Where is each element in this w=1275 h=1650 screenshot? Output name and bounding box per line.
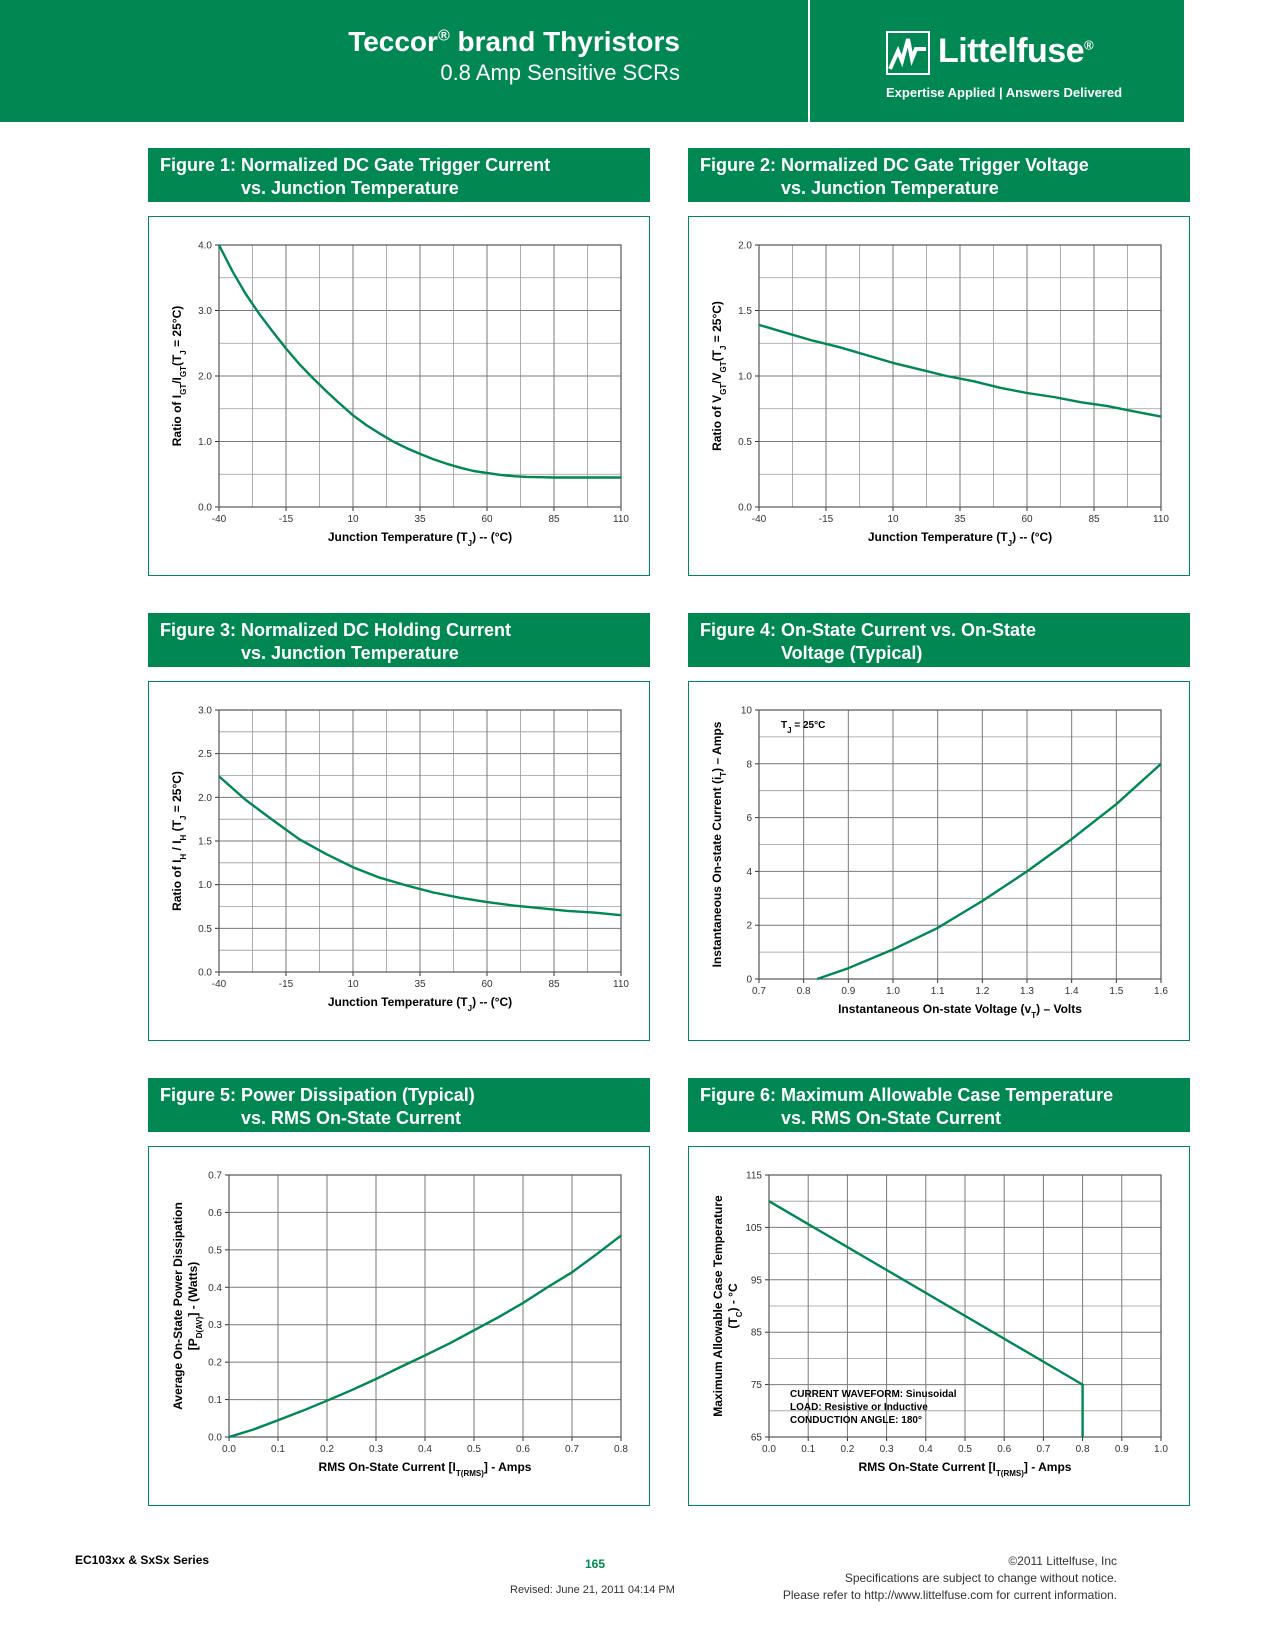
y-tick-label: 2.0 (198, 371, 212, 383)
x-axis-label-part: RMS On-State Current [I (858, 1460, 996, 1474)
figure-3-chart (149, 682, 651, 1042)
y-axis-label-part: Ratio of I (170, 859, 184, 911)
x-tick-label: -40 (211, 514, 227, 525)
figure-1-chart (149, 217, 651, 577)
page-subtitle: 0.8 Amp Sensitive SCRs (440, 60, 680, 85)
y-tick-label: 85 (750, 1327, 762, 1339)
footer-legal (783, 1553, 1117, 1604)
y-axis-label-line2-part: ] - (Watts) (186, 1261, 200, 1317)
x-axis-label-part: Junction Temperature (T (327, 995, 468, 1009)
x-tick-label: 35 (954, 514, 966, 525)
figure-4-chart (689, 682, 1191, 1042)
y-tick-label: 1.0 (198, 880, 212, 892)
x-axis-label-part: RMS On-State Current [I (318, 1460, 456, 1474)
page-title: Teccor® brand Thyristors (348, 26, 680, 57)
y-tick-label: 6 (746, 813, 752, 825)
y-axis-label-part: Ratio of V (710, 394, 724, 451)
x-tick-label: 1.0 (1154, 1444, 1168, 1455)
y-axis-label-part: J (718, 345, 728, 351)
x-axis-label (328, 995, 512, 1013)
x-tick-label: 35 (414, 514, 426, 525)
conditions-annotation-line: CURRENT WAVEFORM: Sinusoidal (790, 1389, 957, 1400)
x-axis-label (868, 530, 1052, 548)
y-tick-label: 0.1 (208, 1395, 222, 1407)
x-tick-label: 0.6 (516, 1444, 530, 1455)
y-tick-label: 8 (746, 759, 752, 771)
x-tick-label: 1.0 (886, 986, 900, 997)
y-axis-label (170, 306, 188, 446)
x-tick-label: 60 (1021, 514, 1033, 525)
x-tick-label: 0.7 (1036, 1444, 1051, 1455)
brand-tagline: Expertise Applied | Answers Delivered (886, 85, 1123, 100)
y-tick-label: 0.4 (208, 1282, 222, 1294)
x-axis-label-part: ] - Amps (483, 1460, 532, 1474)
x-tick-label: 0.6 (997, 1444, 1012, 1455)
figure-5-chart (149, 1147, 651, 1507)
y-tick-label: 115 (746, 1170, 762, 1182)
figure-5-title: Figure 5: Power Dissipation (Typical) vs. RMS On-State Current (148, 1078, 650, 1132)
temperature-annotation-part: T (781, 720, 788, 731)
figure-4-title: Figure 4: On-State Current vs. On-State Voltage (Typical) (688, 613, 1190, 667)
y-tick-label: 0 (746, 974, 752, 986)
y-tick-label: 2 (746, 920, 752, 932)
y-tick-label: 0.0 (198, 967, 212, 979)
y-tick-label: 0.6 (208, 1207, 222, 1219)
y-axis-label-part: GT (178, 366, 188, 378)
x-axis-label-part: Instantaneous On-state Voltage (v (838, 1002, 1032, 1016)
y-tick-label: 1.0 (738, 371, 752, 383)
x-axis-label-part: ) -- (°C) (1012, 530, 1053, 544)
y-tick-label: 2.0 (738, 240, 752, 252)
y-axis-label-line2-part: (T (726, 1317, 740, 1329)
y-tick-label: 0.2 (208, 1357, 222, 1369)
x-tick-label: 0.1 (271, 1444, 285, 1455)
y-axis-label-part: / I (170, 840, 184, 854)
x-tick-label: 0.2 (840, 1444, 855, 1455)
y-axis-label-part: = 25°C) (170, 771, 184, 816)
x-axis-label (838, 1002, 1082, 1020)
x-axis-label (859, 1460, 1072, 1478)
figure-5-chart-box (148, 1146, 650, 1506)
y-tick-label: 65 (750, 1432, 762, 1444)
y-tick-label: 1.5 (738, 306, 752, 317)
x-tick-label: 10 (347, 514, 359, 525)
temperature-annotation-part: J (787, 725, 792, 735)
y-axis-label-part: (T (170, 354, 184, 367)
x-tick-label: -40 (751, 514, 767, 525)
y-tick-label: 2.0 (198, 792, 212, 804)
x-axis-label-part: T (1031, 1010, 1037, 1020)
x-tick-label: -40 (211, 979, 227, 990)
conditions-annotation-line: CONDUCTION ANGLE: 180° (790, 1415, 922, 1426)
figure-6-chart (689, 1147, 1191, 1507)
x-tick-label: 0.8 (614, 1444, 628, 1455)
brand-logo-text: Littelfuse® (938, 32, 1094, 70)
figure-3-title: Figure 3: Normalized DC Holding Current vs. Junction Temperature (148, 613, 650, 667)
figure-4-chart-box (688, 681, 1190, 1041)
x-tick-label: 0.3 (369, 1444, 383, 1455)
x-tick-label: 0.5 (958, 1444, 972, 1455)
x-axis-label-part: J (467, 538, 473, 548)
x-axis-label-part: ) – Volts (1036, 1002, 1082, 1016)
y-axis-label-part: J (178, 815, 188, 821)
x-tick-label: 10 (347, 979, 359, 990)
y-tick-label: 3.0 (198, 705, 212, 717)
y-axis-label-part: = 25°C) (710, 301, 724, 346)
figure-1-chart-box (148, 216, 650, 576)
conditions-annotation-line: LOAD: Resistive or Inductive (790, 1402, 928, 1413)
x-tick-label: 1.2 (975, 986, 990, 997)
x-tick-label: 0.4 (418, 1444, 432, 1455)
figure-2-chart-box (688, 216, 1190, 576)
figure-2-title: Figure 2: Normalized DC Gate Trigger Voltage vs. Junction Temperature (688, 148, 1190, 202)
y-tick-label: 0.5 (738, 437, 752, 448)
y-axis-label-line2-part: D(AV) (194, 1316, 204, 1339)
x-tick-label: 60 (481, 979, 493, 990)
x-tick-label: 0.9 (841, 986, 856, 997)
x-tick-label: 0.0 (222, 1444, 236, 1455)
y-axis-label-part: H (178, 834, 188, 841)
y-axis-label-part: Instantaneous On-state Current (i (710, 776, 724, 968)
x-axis-label-part: Junction Temperature (T (327, 530, 468, 544)
y-axis-label: Maximum Allowable Case Temperature (711, 1195, 725, 1417)
y-axis-label-part: /V (710, 372, 724, 384)
x-tick-label: 35 (414, 979, 426, 990)
y-axis-label (170, 771, 188, 911)
x-tick-label: -15 (818, 514, 834, 525)
y-tick-label: 75 (750, 1380, 762, 1392)
x-tick-label: 85 (548, 514, 560, 525)
figure-6-title: Figure 6: Maximum Allowable Case Temperature vs. RMS On-State Current (688, 1078, 1190, 1132)
y-axis-label-line2 (186, 1262, 204, 1351)
x-tick-label: 10 (887, 514, 899, 525)
x-axis-label-part: T(RMS) (995, 1468, 1024, 1478)
y-axis-label-part: /I (170, 377, 184, 384)
y-tick-label: 0.0 (738, 502, 752, 514)
x-tick-label: 1.4 (1064, 986, 1079, 997)
y-tick-label: 4.0 (198, 240, 212, 252)
y-axis-label-part: GT (178, 383, 188, 395)
y-tick-label: 105 (745, 1222, 762, 1234)
y-tick-label: 0.3 (208, 1320, 222, 1332)
figure-2-chart (689, 217, 1191, 577)
y-tick-label: 10 (740, 705, 752, 717)
x-tick-label: 110 (1153, 514, 1169, 525)
y-axis-label-part: GT (718, 361, 728, 373)
x-tick-label: 85 (548, 979, 560, 990)
copyright: ©2011 Littelfuse, Inc (1008, 1554, 1117, 1568)
y-axis-label-line2-part: C (734, 1311, 744, 1318)
refer-link[interactable]: Please refer to http://www.littelfuse.com for current information. (782, 1588, 1117, 1602)
x-tick-label: 0.8 (1075, 1444, 1090, 1455)
y-axis-label-part: GT (718, 383, 728, 395)
x-tick-label: 0.7 (752, 986, 766, 997)
x-tick-label: 110 (613, 514, 629, 525)
y-tick-label: 0.7 (208, 1170, 222, 1182)
y-axis-label-line2-part: ) - °C (726, 1283, 740, 1312)
figure-6-chart-box (688, 1146, 1190, 1506)
y-axis-label-part: Ratio of I (170, 394, 184, 447)
x-tick-label: 0.3 (879, 1444, 894, 1455)
y-tick-label: 0.5 (198, 923, 212, 935)
x-axis-label-part: ) -- (°C) (472, 530, 513, 544)
x-tick-label: 0.9 (1114, 1444, 1129, 1455)
y-tick-label: 1.0 (198, 437, 212, 448)
x-tick-label: -15 (278, 979, 294, 990)
x-tick-label: 0.8 (796, 986, 811, 997)
x-axis-label-part: ] - Amps (1023, 1460, 1072, 1474)
temperature-annotation-part: = 25°C (791, 720, 826, 731)
x-tick-label: 0.7 (565, 1444, 579, 1455)
x-tick-label: 0.5 (467, 1444, 481, 1455)
y-tick-label: 0.5 (208, 1245, 222, 1257)
y-tick-label: 0.0 (198, 502, 212, 514)
figure-1-title: Figure 1: Normalized DC Gate Trigger Current vs. Junction Temperature (148, 148, 650, 202)
x-axis-label-part: J (1007, 538, 1013, 548)
x-axis-label-part: ) -- (°C) (472, 995, 513, 1009)
x-tick-label: 1.3 (1020, 986, 1034, 997)
y-tick-label: 1.5 (198, 836, 212, 848)
y-axis-label (710, 301, 728, 451)
y-tick-label: 3.0 (198, 306, 212, 317)
y-axis-label-part: (T (170, 820, 184, 835)
y-tick-label: 2.5 (198, 749, 212, 761)
y-axis-label-part: ) – Amps (710, 721, 724, 772)
y-axis-label-line2 (726, 1283, 744, 1329)
x-axis-label-part: J (467, 1003, 473, 1013)
x-axis-label (328, 530, 512, 548)
x-tick-label: 0.4 (918, 1444, 933, 1455)
x-tick-label: 1.1 (930, 986, 945, 997)
x-axis-label-part: T(RMS) (455, 1468, 484, 1478)
x-tick-label: -15 (278, 514, 294, 525)
y-axis-label-part: J (178, 350, 188, 355)
x-tick-label: 60 (481, 514, 493, 525)
x-tick-label: 110 (613, 979, 629, 990)
x-tick-label: 1.5 (1109, 986, 1124, 997)
spec-notice: Specifications are subject to change without notice. (844, 1571, 1117, 1585)
littelfuse-logo-icon (886, 31, 930, 75)
footer-series: EC103xx & SxSx Series (75, 1553, 210, 1567)
y-tick-label: 4 (746, 866, 752, 878)
y-axis-label-part: T (718, 771, 728, 777)
x-axis-label-part: Junction Temperature (T (867, 530, 1008, 544)
y-tick-label: 0.0 (208, 1432, 222, 1444)
y-axis-label (710, 721, 728, 967)
header-divider (808, 0, 810, 122)
y-axis-label-part: = 25°C) (170, 305, 184, 351)
x-tick-label: 85 (1088, 514, 1100, 525)
page-number: 165 (585, 1557, 606, 1571)
x-tick-label: 1.6 (1154, 986, 1168, 997)
x-tick-label: 0.0 (762, 1444, 776, 1455)
y-tick-label: 95 (750, 1275, 762, 1287)
x-axis-label (319, 1460, 532, 1478)
page-header (0, 0, 1184, 122)
y-axis-label-line2-part: [P (186, 1338, 200, 1351)
y-axis-label: Average On-State Power Dissipation (171, 1202, 185, 1410)
y-axis-label-part: (T (710, 350, 724, 362)
figure-3-chart-box (148, 681, 650, 1041)
x-tick-label: 0.2 (320, 1444, 334, 1455)
x-tick-label: 0.1 (801, 1444, 816, 1455)
revision-date: Revised: June 21, 2011 04:14 PM (510, 1584, 675, 1596)
temperature-annotation (781, 720, 825, 735)
y-axis-label-part: H (178, 853, 188, 860)
